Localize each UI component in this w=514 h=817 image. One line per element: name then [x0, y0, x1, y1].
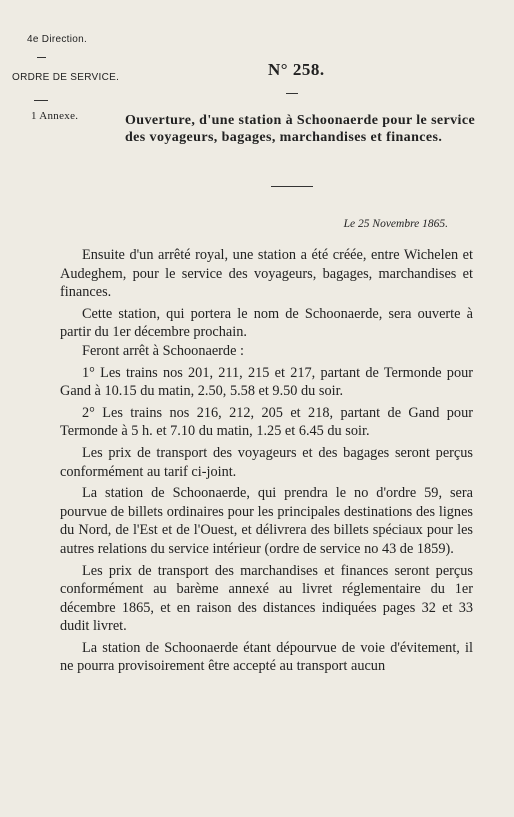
paragraph: La station de Schoonaerde, qui prendra le no d'ordre 59, sera pourvue de billets ordinaires pour les principales destinations des lignes du Nord, de l'Est et de l'Ouest, et délivrera des billets spéciaux pour les autres relations du service intérieur (ordre de service no 43 de 1859).: [60, 485, 473, 557]
paragraph: Les prix de transport des voyageurs et des bagages seront perçus conformément au tarif ci-joint.: [60, 444, 473, 480]
document-date: Le 25 Novembre 1865.: [343, 218, 448, 230]
paragraph: 2° Les trains nos 216, 212, 205 et 218, partant de Gand pour Termonde à 5 h. et 7.10 du matin, 1.25 et 6.45 du soir.: [60, 404, 473, 440]
number-divider: [286, 93, 298, 94]
direction-label: 4e Direction.: [27, 34, 88, 45]
document-body: [60, 246, 473, 676]
order-label: ORDRE DE SERVICE.: [12, 72, 120, 83]
paragraph: Les prix de transport des marchandises et finances seront perçus conformément au barème annexé au livret réglementaire du 1er décembre 1865, et en raison des distances indiquées pages 32 et 33 dudit livret.: [60, 562, 473, 635]
title-divider: [271, 186, 313, 187]
paragraph: La station de Schoonaerde étant dépourvue de voie d'évitement, il ne pourra provisoirement être accepté au transport aucun: [60, 639, 473, 675]
margin-divider: [34, 100, 48, 101]
annex-label: 1 Annexe.: [31, 110, 79, 122]
paragraph: Cette station, qui portera le nom de Schoonaerde, sera ouverte à partir du 1er décembre prochain.: [60, 305, 473, 341]
document-title: Ouverture, d'une station à Schoonaerde pour le service des voyageurs, bagages, marchandises et finances.: [125, 113, 476, 145]
paragraph: Feront arrêt à Schoonaerde :: [82, 342, 244, 359]
order-number: N° 258.: [268, 60, 325, 79]
paragraph: Ensuite d'un arrêté royal, une station a été créée, entre Wichelen et Audeghem, pour le service des voyageurs, bagages, marchandises et finances.: [60, 247, 473, 301]
margin-divider: [37, 57, 46, 58]
paragraph: 1° Les trains nos 201, 211, 215 et 217, partant de Termonde pour Gand à 10.15 du matin, 2.50, 5.58 et 9.50 du soir.: [60, 364, 473, 400]
